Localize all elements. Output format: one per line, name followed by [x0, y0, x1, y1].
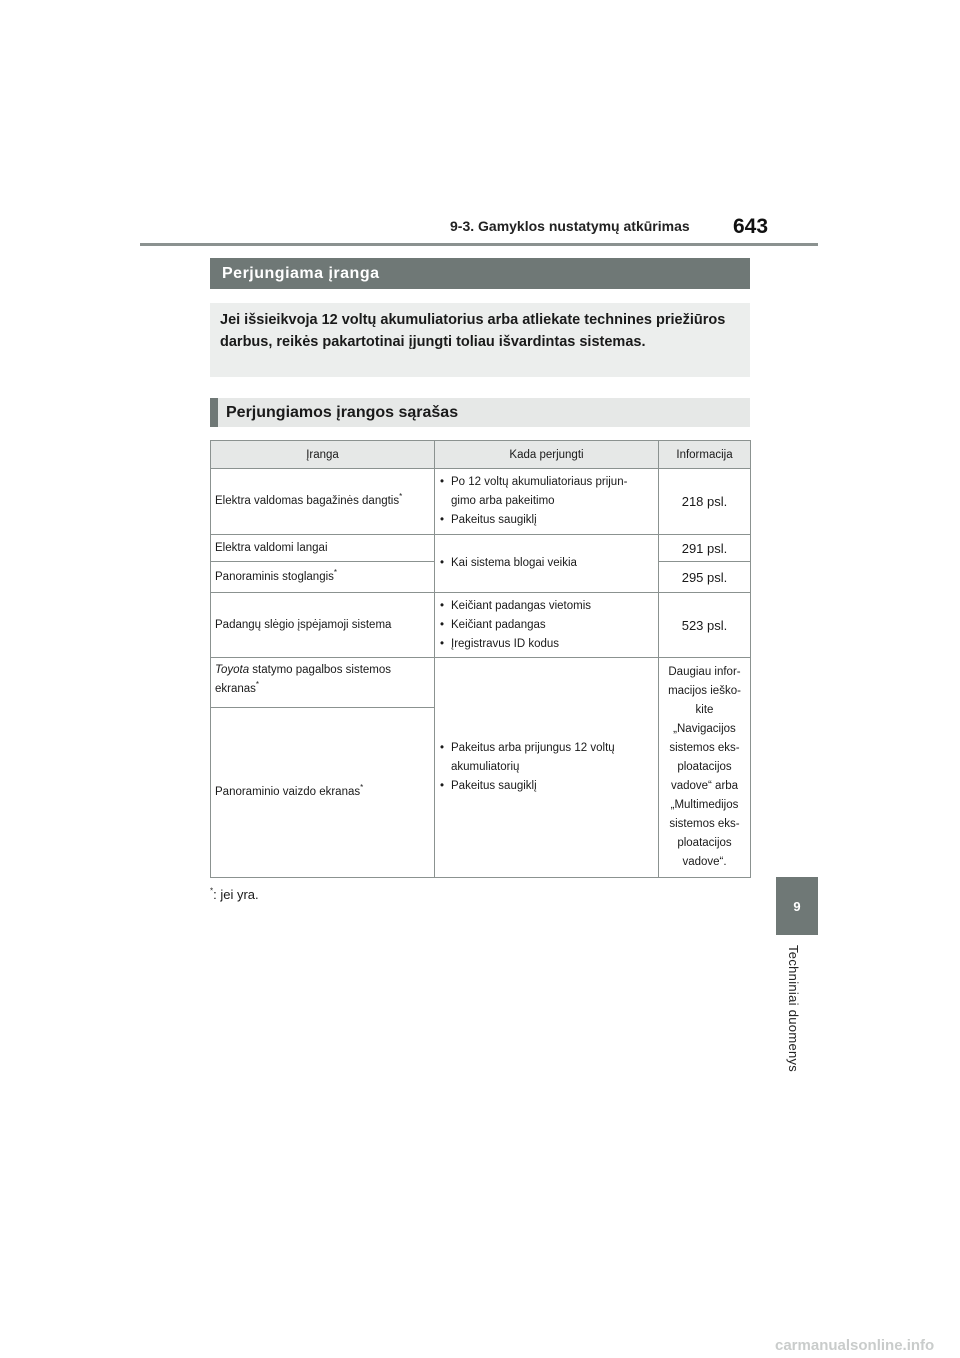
when-list: [439, 597, 654, 654]
brand-name: Toyota: [215, 664, 250, 676]
asterisk-mark: *: [333, 567, 338, 577]
list-item: • Keičiant padangas: [439, 616, 654, 635]
equipment-cell: [211, 562, 435, 593]
equipment-cell: [211, 658, 435, 708]
list-item: • Pakeitus saugiklį: [439, 777, 654, 796]
header-divider: [140, 243, 818, 246]
table-row: [211, 535, 751, 562]
equipment-cell: [211, 708, 435, 878]
column-header-when: Kada perjungti: [435, 441, 659, 469]
section-title: Perjungiama įranga: [222, 264, 380, 282]
column-header-info: Informacija: [659, 441, 751, 469]
info-cell: 295 psl.: [659, 562, 751, 593]
list-item: • Po 12 voltų akumuliatoriaus prijun- gimo arba pakeitimo: [439, 473, 654, 511]
asterisk-mark: *: [255, 680, 260, 690]
equipment-cell: [211, 469, 435, 535]
table-row: [211, 658, 751, 708]
equipment-name: Padangų slėgio įspėjamoji sistema: [215, 618, 392, 631]
equipment-table: [210, 440, 751, 878]
chapter-number: 9: [793, 898, 801, 914]
list-item: • Pakeitus saugiklį: [439, 511, 654, 530]
column-header-equipment: Įranga: [211, 441, 435, 469]
footnote-text: : jei yra.: [213, 887, 259, 902]
table-row: [211, 469, 751, 535]
section-title-banner: [210, 258, 750, 289]
when-cell: [435, 535, 659, 593]
info-cell: 218 psl.: [659, 469, 751, 535]
list-item: • Pakeitus arba prijungus 12 voltų akumuliatorių: [439, 739, 654, 777]
asterisk-mark: *: [399, 492, 403, 502]
when-cell: [435, 593, 659, 658]
equipment-name: Elektra valdomi langai: [215, 541, 328, 554]
when-list: [439, 739, 654, 796]
section-header: 9-3. Gamyklos nustatymų atkūrimas: [450, 218, 690, 234]
info-cell: 523 psl.: [659, 593, 751, 658]
page-number: 643: [733, 215, 769, 238]
info-cell: Daugiau infor- macijos ieško- kite „Navigacijos sistemos eks- ploatacijos vadove“ arba „Multimedijos sistemos eks- ploatacijos vadove“.: [659, 658, 751, 878]
watermark: carmanualsonline.info: [775, 1337, 935, 1354]
when-cell: [435, 469, 659, 535]
table-header-row: [211, 441, 751, 469]
table-row: [211, 593, 751, 658]
when-list: [439, 554, 654, 573]
subsection-title: Perjungiamos įrangos sąrašas: [226, 403, 459, 421]
equipment-cell: [211, 593, 435, 658]
list-item: • Įregistravus ID kodus: [439, 635, 654, 654]
intro-text: Jei išsieikvoja 12 voltų akumuliatorius arba atliekate technines priežiūros darbus, reikės pakartotinai įjungti toliau išvardintas sistemas.: [220, 312, 726, 350]
equipment-cell: [211, 535, 435, 562]
list-item: • Keičiant padangas vietomis: [439, 597, 654, 616]
chapter-label: Techniniai duomenys: [786, 945, 801, 1073]
chapter-tab: [776, 877, 818, 935]
list-item: • Kai sistema blogai veikia: [439, 554, 654, 573]
info-cell: 291 psl.: [659, 535, 751, 562]
equipment-name: Elektra valdomas bagažinės dangtis: [215, 495, 400, 507]
equipment-name: Panoraminis stoglangis: [215, 570, 334, 583]
footnote-mark: *: [210, 886, 214, 896]
equipment-name: Panoraminio vaizdo ekranas: [215, 786, 361, 798]
equipment-name: statymo pagalbos sistemos ekranas: [215, 664, 392, 695]
when-list: [439, 473, 654, 530]
asterisk-mark: *: [360, 783, 364, 793]
when-cell: [435, 658, 659, 878]
intro-box: [210, 303, 750, 377]
subsection-title-banner: [210, 398, 750, 427]
footnote: [210, 887, 259, 902]
